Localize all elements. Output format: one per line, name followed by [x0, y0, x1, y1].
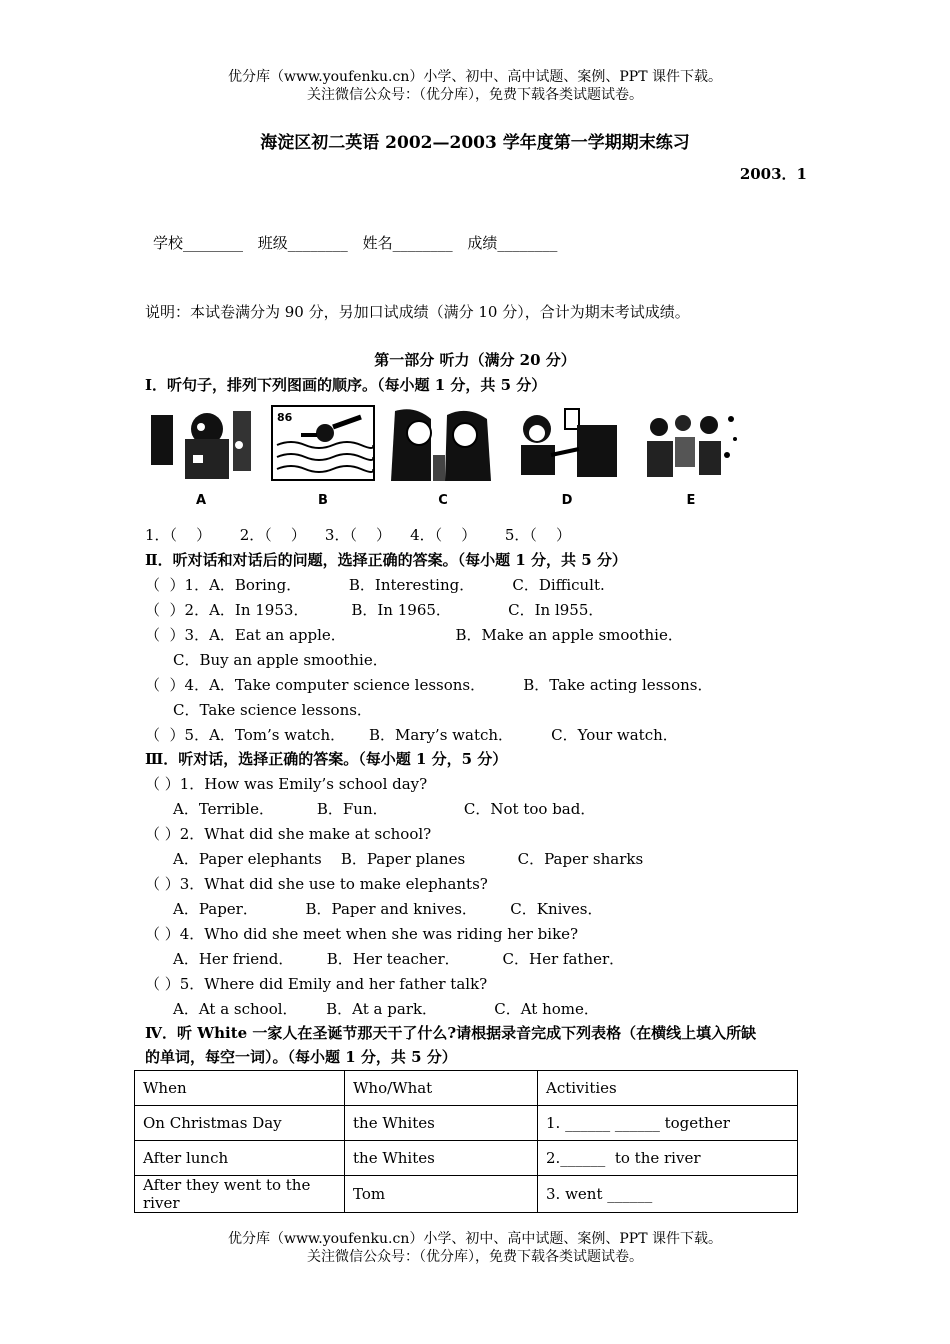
sec2-question-3-option-c: C．Buy an apple smoothie． [173, 651, 388, 669]
sec3-question-4[interactable]: （ ）4．Who did she meet when she was riding her bike? [145, 925, 579, 943]
footer-line-2: 关注微信公众号：（优分库），免费下载各类试题试卷。 [307, 1249, 643, 1265]
table-cell-blank[interactable]: 1. ______ ______ together [538, 1106, 798, 1141]
table-cell-blank[interactable]: 3. went ______ [538, 1176, 798, 1213]
table-cell: the Whites [345, 1141, 538, 1176]
table-row [135, 1176, 798, 1213]
sec3-question-1[interactable]: （ ）1．How was Emily’s school day? [145, 775, 428, 793]
svg-text:86: 86 [277, 411, 293, 424]
part1-heading: 第一部分 听力（满分 20 分） [374, 351, 576, 369]
photo-swimming-icon [271, 405, 375, 481]
table-cell-blank[interactable]: 2.______ to the river [538, 1141, 798, 1176]
sec2-question-1[interactable]: （ ）1．A．Boring． B．Interesting． C．Difficult. [145, 576, 605, 594]
photo-group-icon [639, 405, 743, 481]
sec1-heading: Ⅰ．听句子，排列下列图画的顺序。（每小题 1 分，共 5 分） [145, 376, 547, 394]
sec2-question-4-option-c: C．Take science lessons． [173, 701, 372, 719]
sec3-options-2: A．Paper elephants B．Paper planes C．Paper sharks [173, 850, 644, 868]
table-row [135, 1106, 798, 1141]
header-line-1: 优分库（www.youfenku.cn）小学、初中、高中试题、案例、PPT 课件下载。 [227, 69, 722, 85]
school-field[interactable]: 学校________ [153, 234, 244, 252]
table-cell: After lunch [135, 1141, 345, 1176]
header-line-2: 关注微信公众号：（优分库），免费下载各类试题试卷。 [307, 87, 643, 103]
sec3-question-2[interactable]: （ ）2．What did she make at school? [145, 825, 432, 843]
exam-note: 说明：本试卷满分为 90 分，另加口试成绩（满分 10 分），合计为期末考试成绩。 [145, 303, 690, 321]
table-header-row [135, 1071, 798, 1106]
picture-label-c: C [438, 493, 448, 508]
table-header-when: When [135, 1071, 345, 1106]
sec3-options-1: A．Terrible． B．Fun． C．Not too bad． [173, 800, 596, 818]
table-header-activities: Activities [538, 1071, 798, 1106]
sec3-options-5: A．At a school． B．At a park． C．At home． [173, 1000, 599, 1018]
exam-date: 2003．1 [739, 165, 807, 183]
sec2-heading: Ⅱ．听对话和对话后的问题，选择正确的答案。（每小题 1 分，共 5 分） [145, 551, 627, 569]
table-cell: After they went to the river [135, 1176, 345, 1213]
sec3-question-5[interactable]: （ ）5．Where did Emily and her father talk? [145, 975, 488, 993]
table-cell: On Christmas Day [135, 1106, 345, 1141]
sec3-question-3[interactable]: （ ）3．What did she use to make elephants? [145, 875, 488, 893]
table-cell: Tom [345, 1176, 538, 1213]
score-field[interactable]: 成绩________ [467, 234, 558, 252]
sec3-options-4: A．Her friend． B．Her teacher． C．Her father． [173, 950, 625, 968]
sec3-options-3: A．Paper． B．Paper and knives． C．Knives． [173, 900, 603, 918]
footer-line-1: 优分库（www.youfenku.cn）小学、初中、高中试题、案例、PPT 课件下载。 [227, 1231, 722, 1247]
name-field[interactable]: 姓名________ [362, 234, 453, 252]
sec2-question-5[interactable]: （ ）5．A．Tom’s watch． B．Mary’s watch． C．Your watch． [145, 726, 678, 744]
class-field[interactable]: 班级________ [257, 234, 348, 252]
sec4-heading-line-2: 的单词，每空一词）。（每小题 1 分，共 5 分） [145, 1048, 457, 1066]
sec3-heading: Ⅲ．听对话，选择正确的答案。（每小题 1 分，5 分） [145, 750, 508, 768]
page-title: 海淀区初二英语 2002—2003 学年度第一学期期末练习 [260, 133, 690, 153]
photo-people-icon [149, 405, 253, 481]
student-info [153, 232, 567, 253]
sec1-answer-line[interactable]: 1．（ ） 2．（ ） 3．（ ） 4．（ ） 5．（ ） [145, 526, 571, 544]
activities-table [134, 1070, 798, 1213]
picture-row [145, 405, 745, 510]
sec2-question-4[interactable]: （ ）4．A．Take computer science lessons． B．Take acting lessons． [145, 676, 713, 694]
sec2-question-2[interactable]: （ ）2．A．In 1953． B．In 1965． C．In l955． [145, 601, 604, 619]
sec4-heading-line-1: Ⅳ．听 White 一家人在圣诞节那天干了什么?请根据录音完成下列表格（在横线上填入所缺 [145, 1024, 757, 1042]
picture-label-a: A [195, 493, 207, 508]
table-header-who: Who/What [345, 1071, 538, 1106]
picture-label-b: B [318, 493, 328, 508]
photo-couple-icon [391, 405, 495, 481]
photo-man-tv-icon [515, 405, 619, 481]
table-row [135, 1141, 798, 1176]
table-cell: the Whites [345, 1106, 538, 1141]
picture-label-e: E [686, 493, 696, 508]
picture-label-d: D [561, 493, 573, 508]
sec2-question-3[interactable]: （ ）3．A．Eat an apple． B．Make an apple smoothie． [145, 626, 683, 644]
